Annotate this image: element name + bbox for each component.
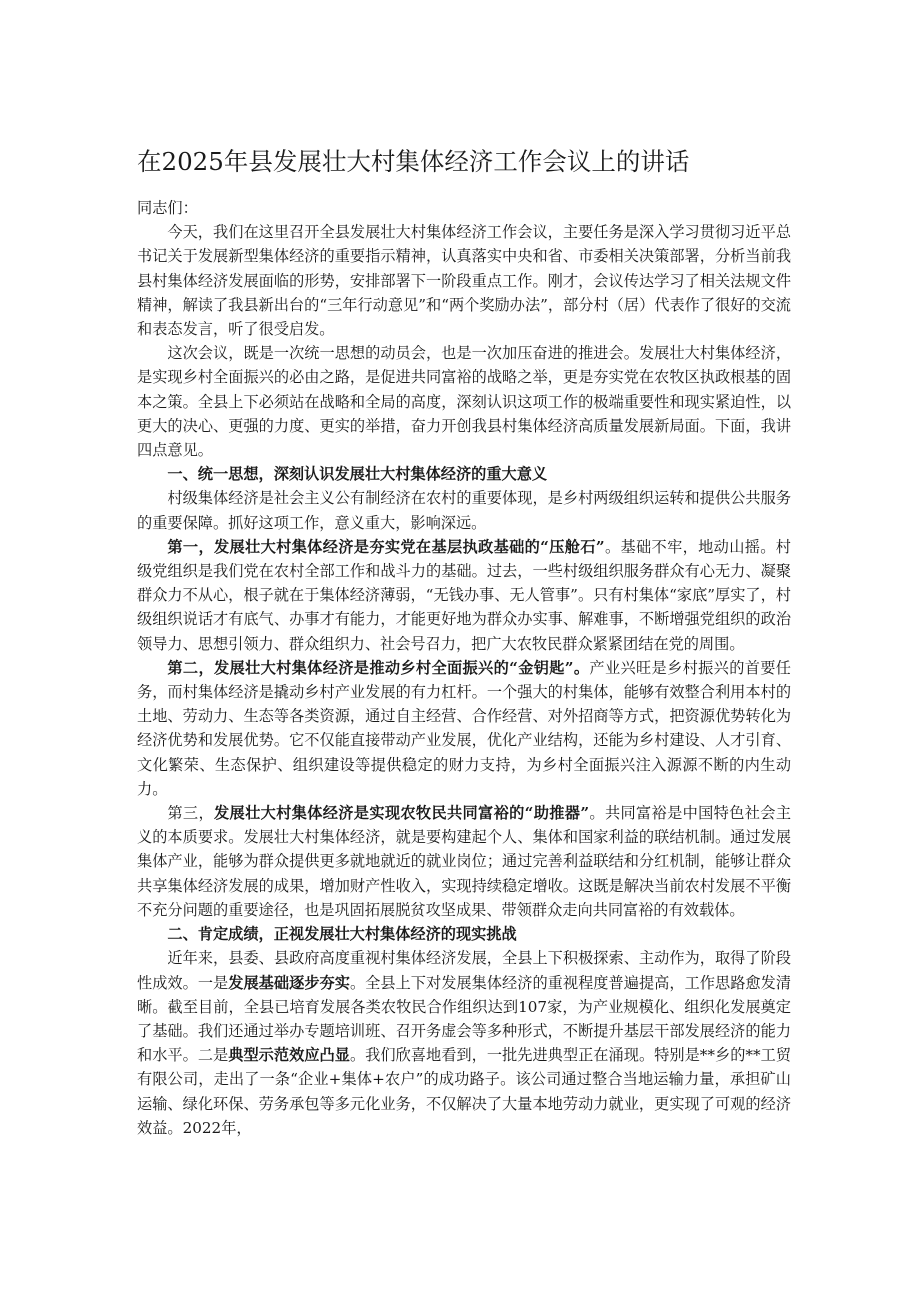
achievements-text-c: 。全县上下对发展集体经济的重视程度普遍提高，工作思路愈发清晰。截至目前，全县已培育发展各类农牧民合作组织达到107家，为产业规模化、组织化发展奠定了基础。我们还通过举办专题培训班、召开务虚会等多种形式，不断提升基层干部发展经济的能力和水平。二是 [137,973,792,1065]
paragraph-intro: 今天，我们在这里召开全县发展壮大村集体经济工作会议，主要任务是深入学习贯彻习近平总书记关于发展新型集体经济的重要指示精神，认真落实中央和省、市委相关决策部署，分析当前我县村集体经济发展面临的形势，安排部署下一阶段重点工作。刚才，会议传达学习了相关法规文件精神，解读了我县新出台的“三年行动意见”和“两个奖励办法”，部分村（居）代表作了很好的交流和表态发言，听了很受启发。 [137,223,791,339]
document-body [137,196,791,1140]
achievements-text-d: 。我们欣喜地看到，一批先进典型正在涌现。特别是**乡的**工贸有限公司，走出了一条“企业+集体+农户”的成功路子。该公司通过整合当地运输力量，承担矿山运输、绿化环保、劳务承包等多元化业务，不仅解决了大量本地劳动力就业，更实现了可观的经济效益。2022年， [137,1046,792,1137]
document-title: 在2025年县发展壮大村集体经济工作会议上的讲话 [137,147,690,176]
paragraph-point-3 [137,801,791,922]
paragraph-achievements [137,946,791,1140]
paragraph-significance: 村级集体经济是社会主义公有制经济在农村的重要体现，是乡村两级组织运转和提供公共服务的重要保障。抓好这项工作，意义重大，影响深远。 [137,489,791,532]
paragraph-meeting-purpose: 这次会议，既是一次统一思想的动员会，也是一次加压奋进的推进会。发展壮大村集体经济，是实现乡村全面振兴的必由之路，是促进共同富裕的战略之举，更是夯实党在农牧区执政根基的固本之策。全县上下必须站在战略和全局的高度，深刻认识这项工作的极端重要性和现实紧迫性，以更大的决心、更强的力度、更实的举措，奋力开创我县村集体经济高质量发展新局面。下面，我讲四点意见。 [137,344,791,460]
point-3-prefix: 第三， [167,804,214,823]
point-2-lead: 第二，发展壮大村集体经济是推动乡村全面振兴的“金钥匙”。 [167,658,590,677]
point-1-text: 。基础不牢，地动山摇。村级党组织是我们党在农村全部工作和战斗力的基础。过去，一些村级组织服务群众有心无力、凝聚群众力不从心，根子就在于集体经济薄弱，“无钱办事、无人管事”。只有村集体“家底”厚实了，村级组织说话才有底气、办事才有能力，才能更好地为群众办实事、解难事，不断增强党组织的政治领导力、思想引领力、群众组织力、社会号召力，把广大农牧民群众紧紧团结在党的周围。 [137,537,791,653]
point-3-text: 。共同富裕是中国特色社会主义的本质要求。发展壮大村集体经济，就是要构建起个人、集体和国家利益的联结机制。通过发展集体产业，能够为群众提供更多就地就近的就业岗位；通过完善利益联结和分红机制，能够让群众共享集体经济发展的成果，增加财产性收入，实现持续稳定增收。这既是解决当前农村发展不平衡不充分问题的重要途径，也是巩固拓展脱贫攻坚成果、带领群众走向共同富裕的有效载体。 [137,804,792,919]
achievements-text-a: 近年来，县委、县政府高度重视村集体经济发展，全县上下积极探索、主动作为，取得了阶段性成效。一是 [137,949,791,992]
section-heading-2: 二、肯定成绩，正视发展壮大村集体经济的现实挑战 [167,925,517,944]
achievement-2-lead: 典型示范效应凸显 [228,1046,350,1065]
point-1-lead: 第一，发展壮大村集体经济是夯实党在基层执政基础的“压舱石” [167,537,605,556]
achievement-1-lead: 发展基础逐步夯实 [228,973,350,992]
salutation: 同志们： [137,199,198,217]
section-heading-1: 一、统一思想，深刻认识发展壮大村集体经济的重大意义 [167,465,548,484]
paragraph-point-2 [137,656,791,801]
paragraph-point-1 [137,535,791,656]
point-2-text: 产业兴旺是乡村振兴的首要任务，而村集体经济是撬动乡村产业发展的有力杠杆。一个强大的村集体，能够有效整合利用本村的土地、劳动力、生态等各类资源，通过自主经营、合作经营、对外招商等方式，把资源优势转化为经济优势和发展优势。它不仅能直接带动产业发展，优化产业结构，还能为乡村建设、人才引育、文化繁荣、生态保护、组织建设等提供稳定的财力支持，为乡村全面振兴注入源源不断的内生动力。 [137,658,791,798]
point-3-lead: 发展壮大村集体经济是实现农牧民共同富裕的“助推器” [214,804,590,823]
